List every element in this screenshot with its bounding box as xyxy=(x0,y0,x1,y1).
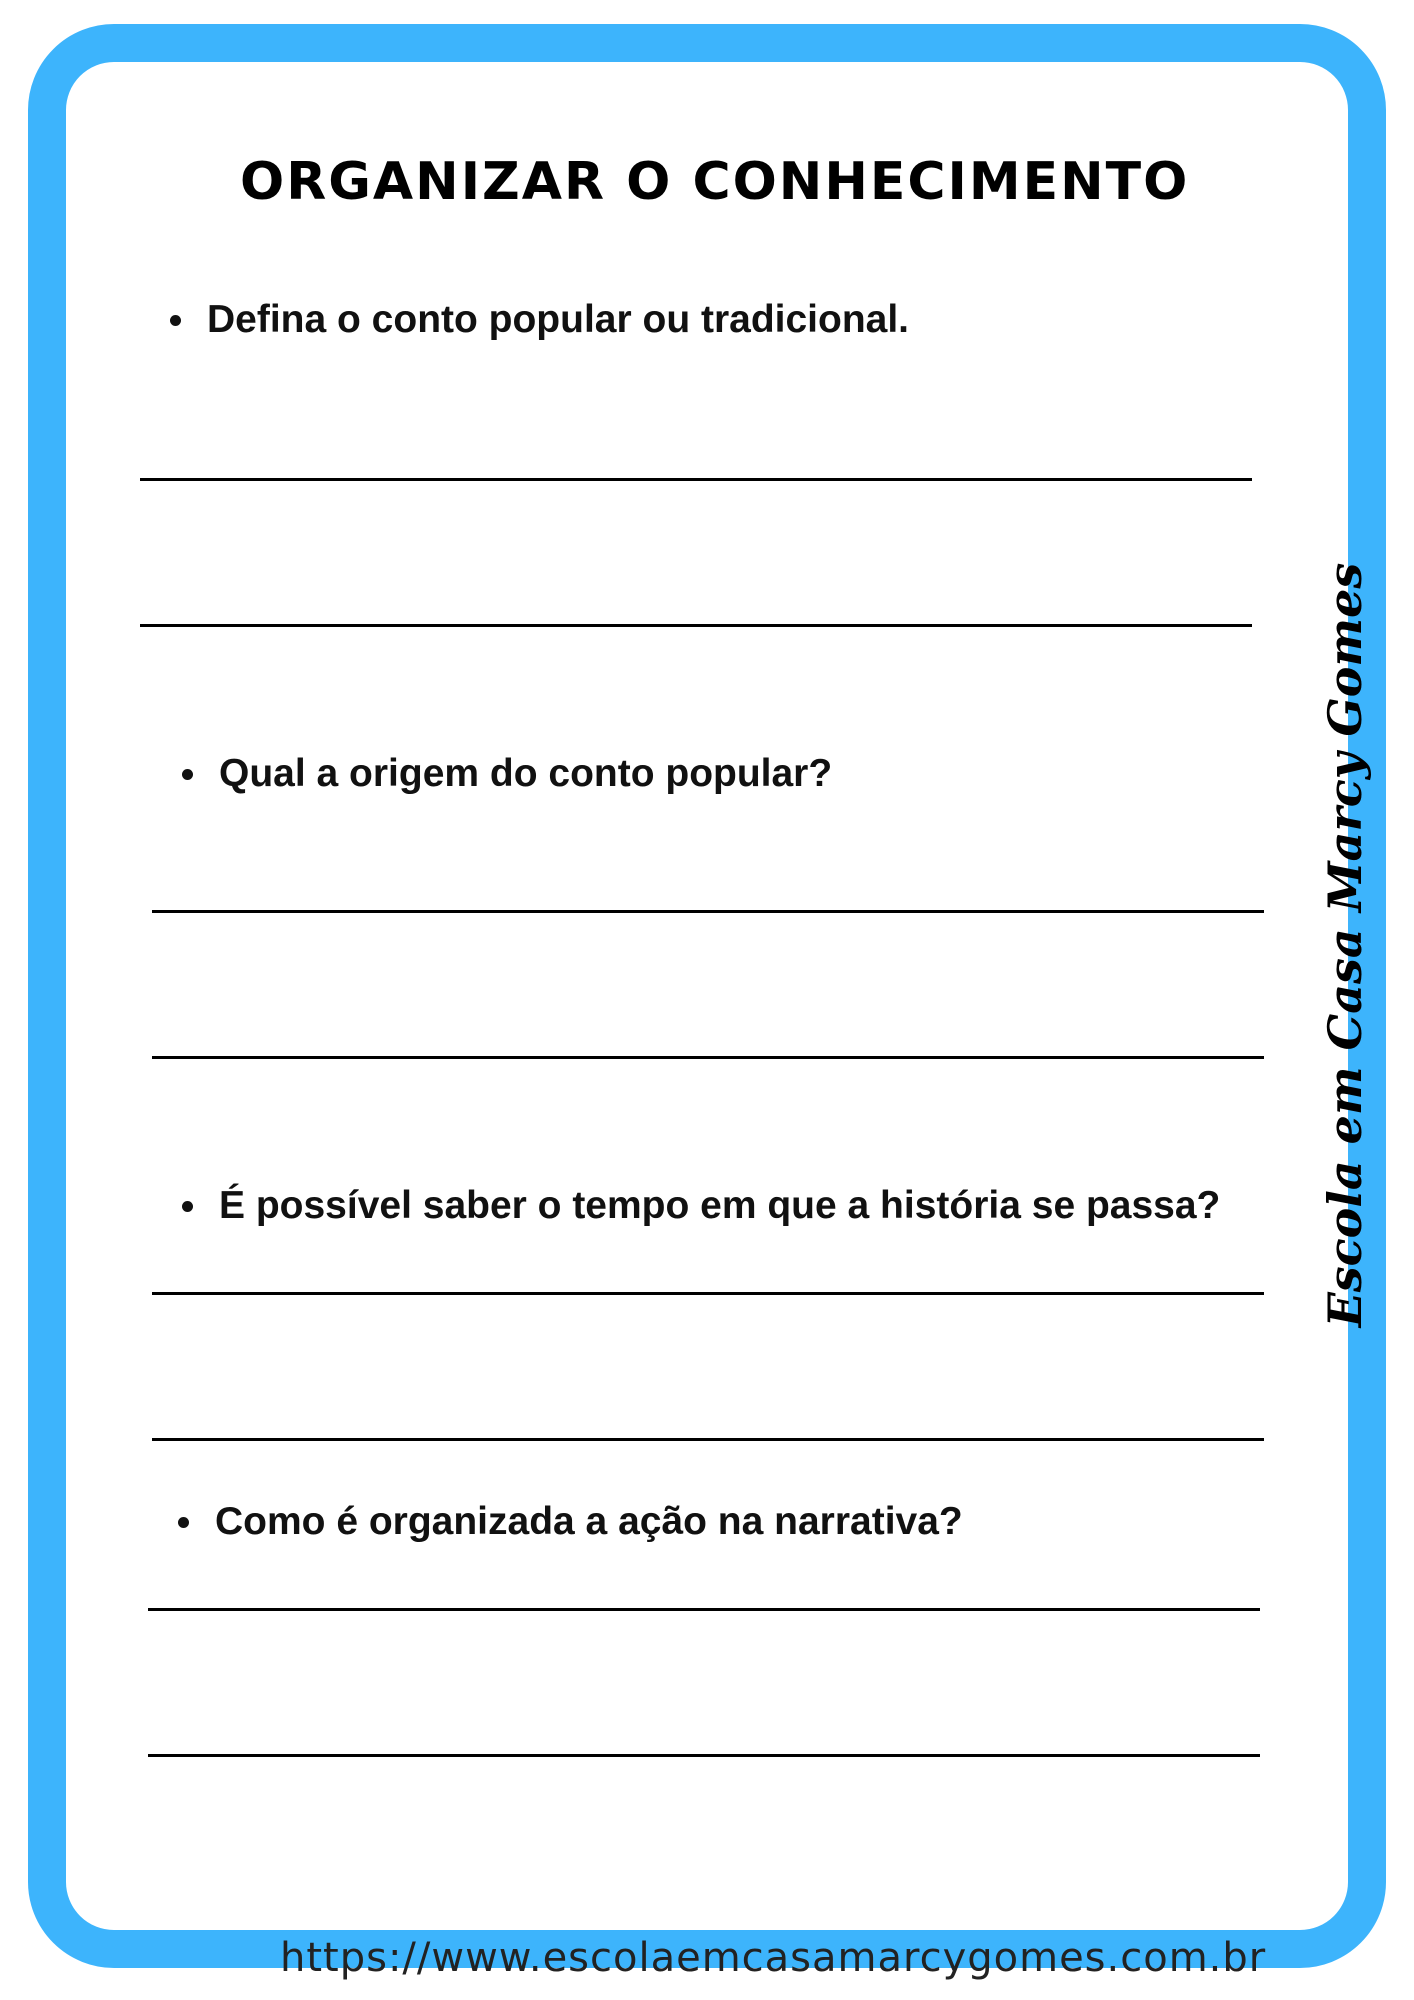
answer-line[interactable] xyxy=(152,910,1264,913)
question-1 xyxy=(170,298,909,342)
answer-line[interactable] xyxy=(152,1292,1264,1295)
answer-line[interactable] xyxy=(152,1056,1264,1059)
question-2-text: Qual a origem do conto popular? xyxy=(219,752,833,795)
side-brand-text: Escola em Casa Marcy Gomes xyxy=(1318,562,1372,1328)
question-4 xyxy=(178,1500,963,1544)
footer-url-link[interactable]: https://www.escolaemcasamarcygomes.com.br xyxy=(280,1935,1267,1981)
question-3-text: É possível saber o tempo em que a história se passa? xyxy=(219,1184,1221,1227)
question-4-text: Como é organizada a ação na narrativa? xyxy=(215,1500,963,1543)
question-1-text: Defina o conto popular ou tradicional. xyxy=(207,298,910,341)
question-2 xyxy=(182,752,832,796)
answer-line[interactable] xyxy=(140,624,1252,627)
page-title: ORGANIZAR O CONHECIMENTO xyxy=(240,152,1190,212)
question-3 xyxy=(182,1184,1220,1228)
answer-line[interactable] xyxy=(148,1754,1260,1757)
bullet-icon xyxy=(178,1517,189,1528)
bullet-icon xyxy=(170,315,181,326)
bullet-icon xyxy=(182,1201,193,1212)
answer-line[interactable] xyxy=(148,1608,1260,1611)
answer-line[interactable] xyxy=(152,1438,1264,1441)
bullet-icon xyxy=(182,769,193,780)
answer-line[interactable] xyxy=(140,478,1252,481)
